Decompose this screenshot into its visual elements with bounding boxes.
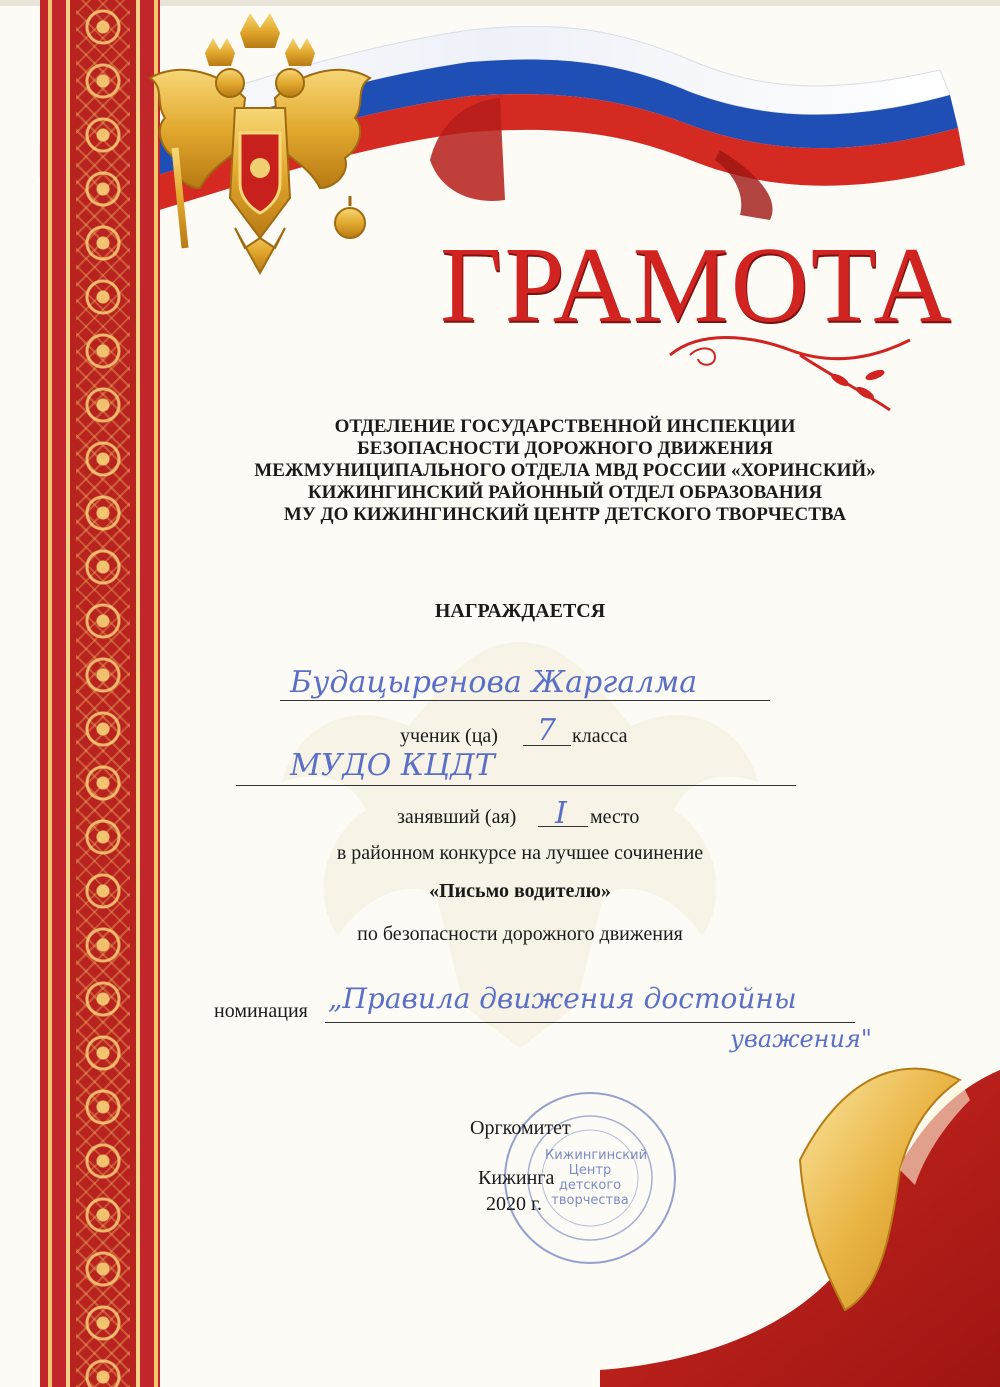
border-pattern (76, 0, 130, 1387)
organization-line: МУ ДО КИЖИНГИНСКИЙ ЦЕНТР ДЕТСКОГО ТВОРЧЕСТВА (283, 504, 847, 525)
safety-text: по безопасности дорожного движения (357, 923, 683, 945)
year: 2020 г. (486, 1193, 542, 1215)
stamp-line: творчества (551, 1193, 629, 1208)
awarded-label: НАГРАЖДАЕТСЯ (434, 600, 606, 622)
place-value: I (555, 796, 567, 831)
school-line (236, 785, 796, 786)
coat-of-arms-icon (135, 8, 385, 278)
nomination-label: номинация (214, 1000, 308, 1022)
nomination-value-line2: уважения" (730, 1025, 872, 1053)
place-name: Кижинга (478, 1167, 555, 1189)
recipient-name: Будацыренова Жаргалма (290, 665, 698, 700)
stamp-text (545, 1148, 648, 1208)
organizations-block (190, 416, 940, 526)
stamp-line: Кижингинский (545, 1148, 648, 1163)
class-label: класса (572, 725, 628, 747)
organization-line: БЕЗОПАСНОСТИ ДОРОЖНОГО ДВИЖЕНИЯ (357, 438, 773, 459)
organization-line: КИЖИНГИНСКИЙ РАЙОННЫЙ ОТДЕЛ ОБРАЗОВАНИЯ (307, 482, 823, 503)
committee-label: Оргкомитет (470, 1117, 571, 1139)
place-label: место (590, 806, 640, 828)
stamp-line: детского (558, 1178, 622, 1193)
organization-line: МЕЖМУНИЦИПАЛЬНОГО ОТДЕЛА МВД РОССИИ «ХОРИНСКИЙ» (254, 460, 876, 481)
nomination-value-line1: „Правила движения достойны (328, 982, 797, 1015)
organization-line: ОТДЕЛЕНИЕ ГОСУДАРСТВЕННОЙ ИНСПЕКЦИИ (334, 416, 796, 437)
flourish-ornament-icon (660, 325, 920, 415)
recipient-line (280, 700, 770, 701)
competition-text: в районном конкурсе на лучшее сочинение (336, 842, 704, 864)
school-value: МУДО КЦДТ (290, 748, 495, 783)
essay-title: «Письмо водителю» (429, 880, 611, 902)
student-label: ученик (ца) (400, 725, 498, 747)
placed-label: занявший (ая) (397, 806, 517, 828)
certificate-title: ГРАМОТА (440, 226, 954, 345)
grade-value: 7 (537, 713, 557, 748)
nomination-line (325, 1022, 855, 1023)
stamp-line: Центр (568, 1163, 612, 1178)
